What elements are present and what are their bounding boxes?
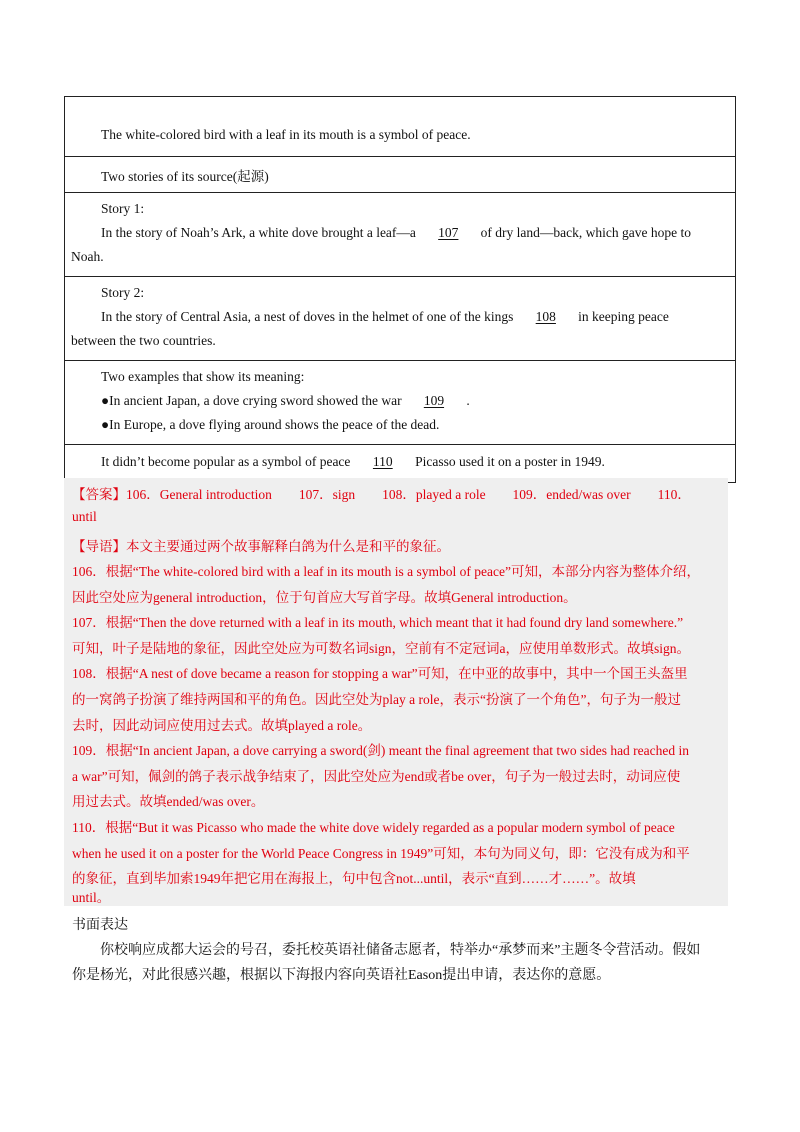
example-line xyxy=(101,393,470,409)
story-text: Noah. xyxy=(71,249,104,264)
writing-prompt: 你是杨光，对此很感兴趣，根据以下海报内容向英语社Eason提出申请，表达你的意愿。 xyxy=(72,968,611,983)
answer-key: until xyxy=(72,509,97,524)
notes-table xyxy=(64,96,736,483)
story-title: Story 2: xyxy=(101,285,145,300)
row-text: Picasso used it on a poster in 1949. xyxy=(415,454,605,469)
row-text: It didn’t become popular as a symbol of peace xyxy=(101,454,351,469)
explanation-line: 的象征，直到毕加索1949年把它用在海报上，句中包含not...until，表示“直到……才……”。故填 xyxy=(72,871,636,886)
explanation-line: until。 xyxy=(72,890,111,905)
story-title: Story 1: xyxy=(101,201,145,216)
explanation-line: 107．根据“Then the dove returned with a leaf in its mouth, which meant that it had found dry land somewhere.” xyxy=(72,615,684,630)
writing-prompt: 你校响应成都大运会的号召，委托校英语社储备志愿者，特举办“承梦而来”主题冬令营活动。假如 xyxy=(100,943,701,958)
example-text: ●In ancient Japan, a dove crying sword showed the war xyxy=(101,393,402,408)
story-text: of dry land—back, which gave hope to xyxy=(480,225,691,240)
table-row xyxy=(65,445,735,482)
story-text: In the story of Central Asia, a nest of doves in the helmet of one of the kings xyxy=(101,309,514,324)
example-text: ●In Europe, a dove flying around shows the peace of the dead. xyxy=(101,417,440,432)
table-row xyxy=(65,97,735,157)
row-text: The white-colored bird with a leaf in its mouth is a symbol of peace. xyxy=(101,127,471,142)
row-line xyxy=(101,454,605,470)
story-line xyxy=(101,309,669,325)
answer-blank: 109 xyxy=(423,393,445,408)
table-row xyxy=(65,157,735,193)
explanation-line: when he used it on a poster for the World Peace Congress in 1949”可知，本句为同义句，即：它没有成为和平 xyxy=(72,846,690,861)
explanation-line: 109．根据“In ancient Japan, a dove carrying a sword(剑) meant the final agreement that two sides had reached in xyxy=(72,743,690,758)
explanation-line: 用过去式。故填ended/was over。 xyxy=(72,794,265,809)
answer-blank: 108 xyxy=(535,309,556,324)
table-row xyxy=(65,277,735,361)
section-heading: 书面表达 xyxy=(72,918,128,933)
table-row xyxy=(65,361,735,445)
story-text: in keeping peace xyxy=(578,309,669,324)
explanation-line: 108．根据“A nest of dove became a reason for stopping a war”可知，在中亚的故事中，其中一个国王头盔里 xyxy=(72,666,688,681)
row-text: Two stories of its source(起源) xyxy=(101,169,269,184)
story-line xyxy=(101,225,691,241)
answer-blank: 107 xyxy=(438,225,459,240)
examples-title: Two examples that show its meaning: xyxy=(101,369,305,384)
explanation-line: 的一窝鸽子扮演了维持两国和平的角色。因此空处为play a role，表示“扮演了一个角色”，句子为一般过 xyxy=(72,692,681,707)
explanation-line: a war”可知，佩剑的鸽子表示战争结束了，因此空处应为end或者be over，句子为一般过去时，动词应使 xyxy=(72,769,681,784)
answer-blank: 110 xyxy=(372,454,393,469)
story-text: In the story of Noah’s Ark, a white dove brought a leaf—a xyxy=(101,225,416,240)
example-text: . xyxy=(466,393,470,408)
explanation-line: 去时，因此动词应使用过去式。故填played a role。 xyxy=(72,718,372,733)
answer-section xyxy=(64,478,728,906)
answer-key: 【答案】106．General introduction 107．sign 108．played a role 109．ended/was over 110． xyxy=(72,487,691,502)
explanation-line: 可知，叶子是陆地的象征，因此空处应为可数名词sign，空前有不定冠词a，应使用单数形式。故填sign。 xyxy=(72,641,690,656)
guide-text: 【导语】本文主要通过两个故事解释白鸽为什么是和平的象征。 xyxy=(72,539,450,554)
explanation-line: 110．根据“But it was Picasso who made the white dove widely regarded as a popular modern symbol of peace xyxy=(72,820,675,835)
explanation-line: 106．根据“The white-colored bird with a leaf in its mouth is a symbol of peace”可知，本部分内容为整体介绍， xyxy=(72,564,701,579)
table-row xyxy=(65,193,735,277)
story-text: between the two countries. xyxy=(71,333,216,348)
explanation-line: 因此空处应为general introduction，位于句首应大写首字母。故填General introduction。 xyxy=(72,590,577,605)
